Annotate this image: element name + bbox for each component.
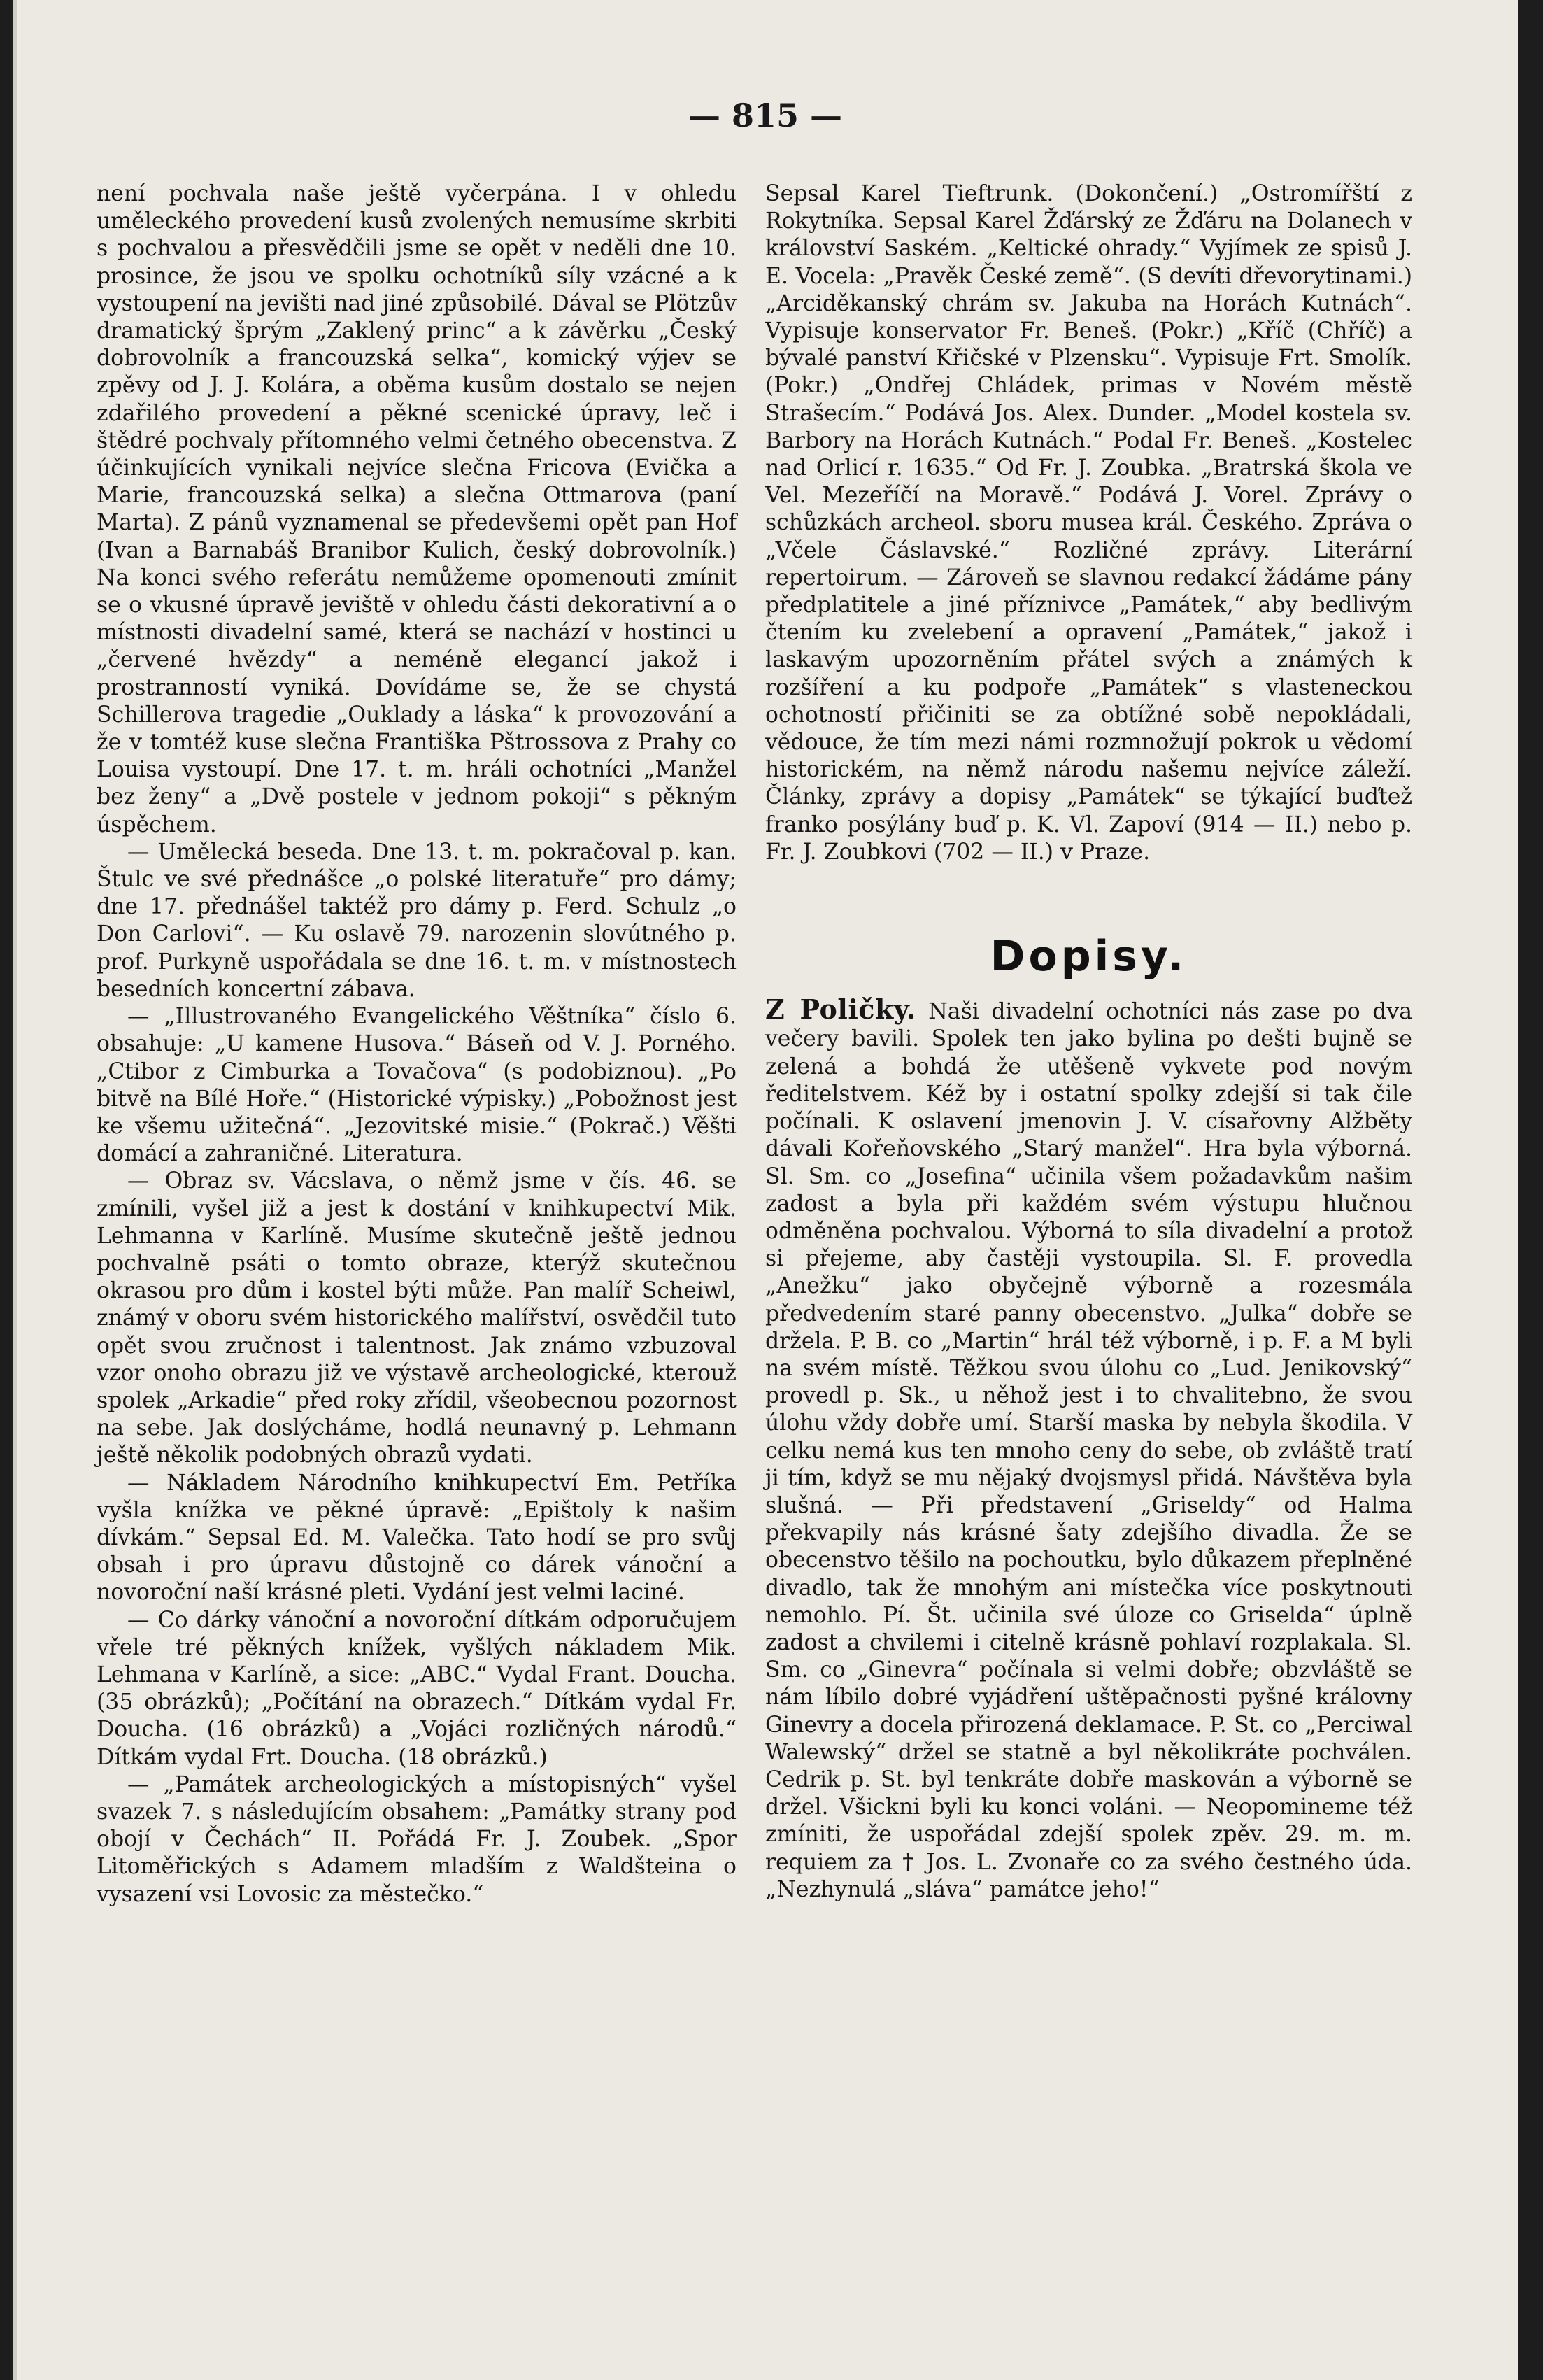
- article-paragraph: — „Illustrovaného Evangelického Věštníka“ číslo 6. obsahuje: „U kamene Husova.“ Báseň od V. J. Porného. „Ctibor z Cimburka a Tovačova“ (s podobiznou). „Po bitvě na Bílé Hoře.“ (Historické výpisky.) „Pobožnost jest ke všemu užitečná“. „Jezovitské misie.“ (Pokrač.) Věšti domácí a zahraničné. Literatura.: [97, 1004, 737, 1167]
- article-paragraph: — „Památek archeologických a místopisných“ vyšel svazek 7. s následujícím obsahem: „Památky strany pod obojí v Čechách“ II. Pořádá Fr. J. Zoubek. „Spor Litoměřických s Adamem mladším z Waldšteina o vysazení vsi Lovosic za městečko.“: [97, 1771, 737, 1907]
- article-paragraph: — Umělecká beseda. Dne 13. t. m. pokračoval p. kan. Štulc ve své přednášce „o polské literatuře“ pro dámy; dne 17. přednášel taktéž pro dámy p. Ferd. Schulz „o Don Carlovi“. — Ku oslavě 79. narozenin slovútného p. prof. Purkyně uspořádala se dne 16. t. m. v místnostech besedních koncertní zábava.: [97, 839, 737, 1002]
- left-column: [97, 180, 737, 1908]
- page-number: — 815 —: [688, 97, 843, 134]
- letter-dateline: Z Poličky.: [765, 993, 916, 1026]
- section-title: Dopisy.: [990, 932, 1188, 982]
- article-paragraph: není pochvala naše ještě vyčerpána. I v ohledu uměleckého provedení kusů zvolených nemusíme skrbiti s pochvalou a přesvědčili jsme se opět v neděli dne 10. prosince, že jsou ve spolku ochotníků síly vzácné a k vystoupení na jevišti nad jiné způsobilé. Dával se Plötzův dramatický šprým „Zaklený princ“ a k závěrku „Český dobrovolník a francouzská selka“, komický výjev se zpěvy od J. J. Kolára, a oběma kusům dostalo se nejen zdařilého provedení a pěkné scenické úpravy, leč i štědré pochvaly přítomného velmi četného obecenstva. Z účinkujících vynikali nejvíce slečna Fricova (Evička a Marie, francouzská selka) a slečna Ottmarova (paní Marta). Z pánů vyznamenal se předevšemi opět pan Hof (Ivan a Barnabáš Branibor Kulich, český dobrovolník.) Na konci svého referátu nemůžeme opomenouti zmínit se o vkusné úpravě jeviště v ohledu části dekorativní a o místnosti divadelní samé, která se nachází v hostinci u „červené hvězdy“ a neméně elegancí jakož i prostranností vyniká. Dovídáme se, že se chystá Schillerova tragedie „Ouklady a láska“ k provozování a že v tomtéž kuse slečna Františka Pštrossova z Prahy co Louisa vystoupí. Dne 17. t. m. hráli ochotníci „Manžel bez ženy“ a „Dvě postele v jednom pokoji“ s pěkným úspěchem.: [97, 181, 737, 837]
- page-edge: [13, 0, 17, 2380]
- article-paragraph: — Nákladem Národního knihkupectví Em. Petříka vyšla knížka ve pěkné úpravě: „Epištoly k našim dívkám.“ Sepsal Ed. M. Valečka. Tato hodí se pro svůj obsah i pro úpravu důstojně co dárek vánoční a novoroční naší krásné pleti. Vydání jest velmi laciné.: [97, 1470, 737, 1606]
- article-paragraph: — Obraz sv. Vácslava, o němž jsme v čís. 46. se zmínili, vyšel již a jest k dostání v knihkupectví Mik. Lehmanna v Karlíně. Musíme skutečně ještě jednou pochvalně psáti o tomto obraze, kterýž skutečnou okrasou pro dům i kostel býti může. Pan malíř Scheiwl, známý v oboru svém historického malířství, osvědčil tuto opět svou zručnost i talentnost. Jak známo vzbuzoval vzor onoho obrazu již ve výstavě archeologické, kterouž spolek „Arkadie“ před roky zřídil, všeobecnou pozornost na sebe. Jak doslýcháme, hodlá neunavný p. Lehmann ještě několik podobných obrazů vydati.: [97, 1168, 737, 1468]
- article-paragraph: — Co dárky vánoční a novoroční dítkám odporučujem vřele tré pěkných knížek, vyšlých nákladem Mik. Lehmana v Karlíně, a sice: „ABC.“ Vydal Frant. Doucha. (35 obrázků); „Počítání na obrazech.“ Dítkám vydal Fr. Doucha. (16 obrázků) a „Vojáci rozličných národů.“ Dítkám vydal Frt. Doucha. (18 obrázků.): [97, 1607, 737, 1770]
- letter-paragraph: [765, 993, 1412, 1904]
- article-paragraph: Sepsal Karel Tieftrunk. (Dokončení.) „Ostromířští z Rokytníka. Sepsal Karel Žďárský ze Žďáru na Dolanech v království Saském. „Keltické ohrady.“ Vyjímek ze spisů J. E. Vocela: „Pravěk České země“. (S devíti dřevorytinami.) „Arciděkanský chrám sv. Jakuba na Horách Kutnách“. Vypisuje konservator Fr. Beneš. (Pokr.) „Kříč (Chříč) a bývalé panství Křičské v Plzensku“. Vypisuje Frt. Smolík. (Pokr.) „Ondřej Chládek, primas v Novém městě Strašecím.“ Podává Jos. Alex. Dunder. „Model kostela sv. Barbory na Horách Kutnách.“ Podal Fr. Beneš. „Kostelec nad Orlicí r. 1635.“ Od Fr. J. Zoubka. „Bratrská škola ve Vel. Mezeříčí na Moravě.“ Podává J. Vorel. Zprávy o schůzkách archeol. sboru musea král. Českého. Zpráva o „Včele Čáslavské.“ Rozličné zprávy. Literární repertoirum. — Zároveň se slavnou redakcí žádáme pány předplatitele a jiné příznivce „Památek,“ aby bedlivým čtením ku zvelebení a opravení „Památek,“ jakož i laskavým upozorněním přátel svých a známých k rozšíření a ku podpoře „Památek“ s vlasteneckou ochotností přičiniti se za obtížné sobě nepokládali, vědouce, že tím mezi námi rozmnožují pokrok u vědomí historickém, na němž národu našemu nejvíce záleží. Články, zprávy a dopisy „Památek“ se týkající buďtež franko posýlány buď p. K. Vl. Zapoví (914 — II.) nebo p. Fr. J. Zoubkovi (702 — II.) v Praze.: [765, 181, 1412, 865]
- newspaper-page: [13, 0, 1518, 2380]
- letter-text: Naši divadelní ochotníci nás zase po dva večery bavili. Spolek ten jako bylina po dešti bujně se zelená a bohdá že utěšeně vykvete pod novým ředitelstvem. Kéž by i ostatní spolky zdejší si tak čile počínali. K oslavení jmenovin J. V. císařovny Alžběty dávali Kořeňovského „Starý manžel“. Hra byla výborná. Sl. Sm. co „Josefina“ učinila všem požadavkům našim zadost a byla při každém svém výstupu hlučnou odměněna pochvalou. Výborná to síla divadelní a protož si přejeme, aby častěji vystoupila. Sl. F. provedla „Anežku“ jako obyčejně výborně a rozesmála předvedením staré panny obecenstvo. „Julka“ dobře se držela. P. B. co „Martin“ hrál též výborně, i p. F. a M byli na svém místě. Těžkou svou úlohu co „Lud. Jenikovský“ provedl p. Sk., u něhož jest i to chvalitebno, že svou úlohu vždy dobře umí. Starší maska by nebyla škodila. V celku nemá kus ten mnoho ceny do sebe, ob zvláště tratí ji tím, když se mu nějaký dvojsmysl přidá. Návštěva byla slušná. — Při představení „Griseldy“ od Halma překvapily nás krásné šaty zdejšího divadla. Že se obecenstvo těšilo na pochoutku, bylo důkazem přeplněné divadlo, tak že mnohým ani místečka více poskytnouti nemohlo. Pí. Št. učinila své úloze co Griselda“ úplně zadost a chvilemi i citelně krásně pohlaví rozplakala. Sl. Sm. co „Ginevra“ počínala si velmi dobře; obzvláště se nám líbilo dobré vyjádření uštěpačnosti pyšné královny Ginevry a docela přirozená deklamace. P. St. co „Perciwal Walewský“ držel se statně a byl několikráte pochválen. Cedrik p. St. byl tenkráte dobře maskován a výborně se držel. Všickni byli ku konci voláni. — Neopomineme též zmíniti, že uspořádal zdejší spolek zpěv. 29. m. m. requiem za † Jos. L. Zvonaře co za svého čestného úda. „Nezhynulá „sláva“ památce jeho!“: [765, 999, 1412, 1902]
- right-column: [765, 180, 1412, 1904]
